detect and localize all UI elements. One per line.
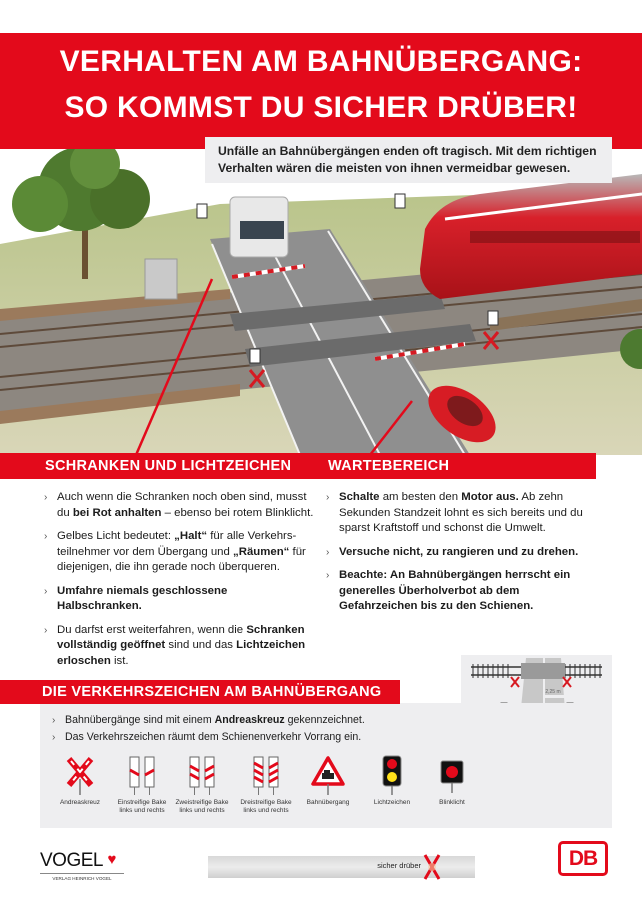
title-line-1: VERHALTEN AM BAHNÜBERGANG: xyxy=(59,45,583,78)
emphasis-text: Schranken vollständig geöffnet xyxy=(57,623,305,651)
text-segment: Du darfst erst weiterfahren, wenn die xyxy=(57,623,247,636)
list-item xyxy=(326,568,596,615)
verkehrszeichen-heading: DIE VERKEHRSZEICHEN AM BAHNÜBERGANG xyxy=(42,684,382,700)
emphasis-text: Versuche nicht, zu rangieren und zu drehen. xyxy=(339,545,579,558)
sign-label-line2: links und rechts xyxy=(243,807,289,814)
text-segment: für alle Verkehrs-teilnehmer vor dem Übergang und xyxy=(57,530,297,558)
distance-label: 2,25 m xyxy=(545,689,561,695)
text-segment: Bahnübergänge sind mit einem xyxy=(65,714,215,726)
title-banner xyxy=(0,33,642,149)
emphasis-text: Andreaskreuz xyxy=(214,714,285,726)
emphasis-text: „Halt“ xyxy=(174,530,208,542)
intro-line-1: Unfälle an Bahnübergängen enden oft tragisch. Mit dem richtigen xyxy=(218,144,597,158)
sign-label-line2: links und rechts xyxy=(179,807,225,814)
emphasis-text: bei Rot anhalten xyxy=(72,506,162,519)
text-segment: am besten den xyxy=(379,491,462,503)
campaign-text: sicher drüber xyxy=(377,861,421,870)
list-item xyxy=(44,490,314,521)
einstreifige-bake-icon xyxy=(112,755,172,795)
campaign-banner xyxy=(208,856,475,878)
schranken-heading: SCHRANKEN UND LICHTZEICHEN xyxy=(45,458,292,474)
emphasis-text: Motor aus. xyxy=(461,491,519,503)
list-item xyxy=(44,623,314,670)
text-segment: sind und das xyxy=(165,639,237,651)
emphasis-text: Beachte: An Bahnübergängen herrscht ein generelles Überholverbot ab dem Gefahrzeichen bis zu den Schienen. xyxy=(339,569,571,612)
chevron-right-icon: › xyxy=(52,715,56,726)
emphasis-text: Schalte xyxy=(339,491,380,503)
wartebereich-list xyxy=(326,490,596,623)
sign-label: Zweistreifige Bake xyxy=(175,799,229,806)
text-segment: Ab zehn Sekunden Standzeit lohnt es sich bereits und du sparst Kraftstoff und schonst die Umwelt. xyxy=(339,491,583,534)
intro-box xyxy=(205,137,612,183)
text-segment: ist. xyxy=(110,654,129,667)
text-segment: Auch wenn die Schranken noch oben sind, musst du xyxy=(57,491,307,519)
lichtzeichen-icon xyxy=(362,755,422,795)
list-item xyxy=(52,730,472,745)
sign-item xyxy=(362,755,422,807)
andreaskreuz-mini-icon xyxy=(423,853,441,881)
sign-label: Einstreifige Bake xyxy=(117,799,167,806)
vogel-sub: VERLAG HEINRICH VOGEL xyxy=(40,873,124,881)
vogel-logo-text: VOGEL xyxy=(40,850,103,871)
verkehrszeichen-list xyxy=(52,713,472,747)
heart-icon: ♥ xyxy=(107,851,117,868)
signs-panel xyxy=(40,703,612,828)
sign-item xyxy=(236,755,296,815)
chevron-right-icon: › xyxy=(44,624,48,636)
text-segment: Gelbes Licht bedeutet: xyxy=(57,530,175,542)
intro-line-2: Verhalten wären die meisten von ihnen vermeidbar gewesen. xyxy=(218,161,571,175)
chevron-right-icon: › xyxy=(44,585,48,597)
list-item xyxy=(44,529,314,576)
db-logo-text: DB xyxy=(568,847,598,870)
chevron-right-icon: › xyxy=(52,732,56,743)
blinklicht-icon xyxy=(422,755,482,795)
andreaskreuz-icon xyxy=(50,755,110,795)
sign-label: Andreaskreuz xyxy=(59,799,101,806)
db-logo xyxy=(558,841,608,876)
sign-label: Bahnübergang xyxy=(306,799,350,806)
verkehrszeichen-heading-band xyxy=(0,680,400,704)
sign-label: Dreistreifige Bake xyxy=(240,799,292,806)
text-segment: Das Verkehrszeichen räumt dem Schienenverkehr Vorrang ein. xyxy=(65,731,362,743)
chevron-right-icon: › xyxy=(326,492,330,503)
sign-item xyxy=(172,755,232,815)
sign-item xyxy=(50,755,110,807)
schranken-list xyxy=(44,490,314,677)
text-segment: gekennzeichnet. xyxy=(284,714,365,726)
chevron-right-icon: › xyxy=(44,492,48,503)
scene-svg xyxy=(0,149,642,455)
emphasis-text: Lichtzeichen erloschen xyxy=(57,639,306,667)
van xyxy=(230,197,288,257)
sign-label-line2: links und rechts xyxy=(119,807,165,814)
list-item xyxy=(326,545,596,561)
chevron-right-icon: › xyxy=(326,570,330,581)
zweistreifige-bake-icon xyxy=(172,755,232,795)
chevron-right-icon: › xyxy=(44,531,48,542)
bahnuebergang-warning-icon xyxy=(298,755,358,795)
intro-text xyxy=(218,143,613,177)
sign-label: Lichtzeichen xyxy=(373,799,411,806)
text-segment: für diejenigen, die ihn gerade noch überqueren. xyxy=(57,545,306,573)
text-segment: – ebenso bei rotem Blinklicht. xyxy=(161,506,314,519)
wartebereich-heading: WARTEBEREICH xyxy=(328,458,450,474)
sign-item xyxy=(298,755,358,807)
dreistreifige-bake-icon xyxy=(236,755,296,795)
sign-item xyxy=(422,755,482,807)
railway-crossing-illustration xyxy=(0,149,642,455)
emphasis-text: Umfahre niemals geschlossene Halbschranken. xyxy=(57,584,228,612)
vogel-logo xyxy=(40,850,130,880)
list-item xyxy=(44,584,314,615)
chevron-right-icon: › xyxy=(326,546,330,558)
sign-label: Blinklicht xyxy=(439,799,465,806)
section-headings-band xyxy=(0,453,596,479)
sign-item xyxy=(112,755,172,815)
list-item xyxy=(326,490,596,537)
list-item xyxy=(52,713,472,728)
emphasis-text: „Räumen“ xyxy=(233,545,290,558)
title-line-2: SO KOMMST DU SICHER DRÜBER! xyxy=(64,91,578,124)
